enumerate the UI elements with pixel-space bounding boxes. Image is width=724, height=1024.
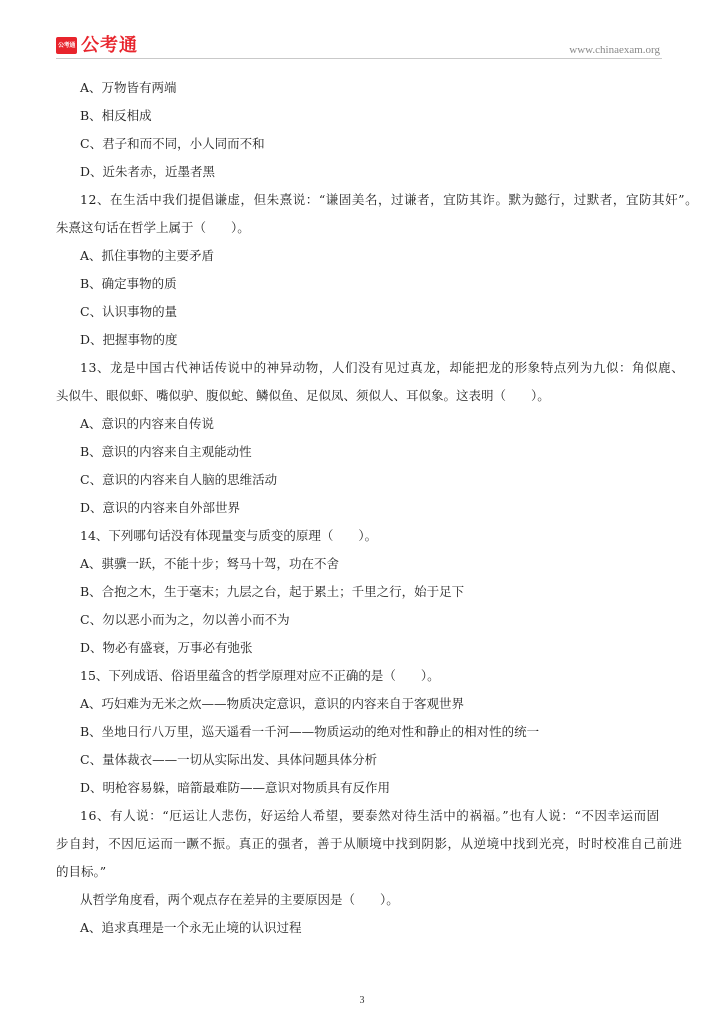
text-line: 朱熹这句话在哲学上属于（ ）。 bbox=[56, 220, 250, 235]
text-line: C、量体裁衣——一切从实际出发、具体问题具体分析 bbox=[80, 752, 378, 767]
text-line: 步自封，不因厄运而一蹶不振。真正的强者，善于从顺境中找到阴影，从逆境中找到光亮，时时校准自己前进 bbox=[56, 836, 683, 851]
text-line: 从哲学角度看，两个观点存在差异的主要原因是（ ）。 bbox=[80, 892, 399, 907]
text-line: B、意识的内容来自主观能动性 bbox=[80, 444, 252, 459]
text-line: D、把握事物的度 bbox=[80, 332, 178, 347]
page-number: 3 bbox=[359, 995, 365, 1006]
text-line: B、相反相成 bbox=[80, 108, 152, 123]
text-line: 头似牛、眼似虾、嘴似驴、腹似蛇、鳞似鱼、足似凤、须似人、耳似象。这表明（ ）。 bbox=[56, 388, 550, 403]
text-line: A、骐骥一跃，不能十步；驽马十驾，功在不舍 bbox=[80, 556, 340, 571]
header-divider bbox=[56, 58, 662, 59]
text-line: 12、在生活中我们提倡谦虚，但朱熹说：“谦固美名，过谦者，宜防其诈。默为懿行，过默者，宜防其奸”。 bbox=[80, 192, 699, 207]
text-line: C、意识的内容来自人脑的思维活动 bbox=[80, 472, 278, 487]
text-line: A、意识的内容来自传说 bbox=[80, 416, 215, 431]
text-line: A、巧妇难为无米之炊——物质决定意识，意识的内容来自于客观世界 bbox=[80, 696, 465, 711]
text-line: D、物必有盛衰，万事必有弛张 bbox=[80, 640, 253, 655]
text-line: B、坐地日行八万里，巡天遥看一千河——物质运动的绝对性和静止的相对性的统一 bbox=[80, 724, 540, 739]
text-line: D、近朱者赤，近墨者黑 bbox=[80, 164, 216, 179]
text-line: A、抓住事物的主要矛盾 bbox=[80, 248, 215, 263]
text-line: 13、龙是中国古代神话传说中的神异动物，人们没有见过真龙，却能把龙的形象特点列为九似：角似鹿、 bbox=[80, 360, 685, 375]
text-line: 16、有人说：“厄运让人悲伤，好运给人希望，要泰然对待生活中的祸福。”也有人说：“不因幸运而固 bbox=[80, 808, 660, 823]
text-line: 的目标。” bbox=[56, 864, 107, 879]
text-line: 14、下列哪句话没有体现量变与质变的原理（ ）。 bbox=[80, 528, 378, 543]
text-line: A、追求真理是一个永无止境的认识过程 bbox=[80, 920, 302, 935]
document-body bbox=[56, 74, 699, 942]
text-line: C、勿以恶小而为之，勿以善小而不为 bbox=[80, 612, 290, 627]
logo-text: 公考通 bbox=[81, 35, 138, 56]
page-header bbox=[56, 34, 662, 60]
text-line: C、君子和而不同，小人同而不和 bbox=[80, 136, 265, 151]
text-line: A、万物皆有两端 bbox=[80, 80, 177, 95]
logo-badge: 公考通 bbox=[56, 37, 77, 54]
text-line: B、确定事物的质 bbox=[80, 276, 177, 291]
site-url[interactable]: www.chinaexam.org bbox=[569, 44, 660, 56]
text-line: C、认识事物的量 bbox=[80, 304, 178, 319]
text-line: B、合抱之木，生于毫末；九层之台，起于累土；千里之行，始于足下 bbox=[80, 584, 465, 599]
text-line: D、明枪容易躲，暗箭最难防——意识对物质具有反作用 bbox=[80, 780, 391, 795]
text-line: 15、下列成语、俗语里蕴含的哲学原理对应不正确的是（ ）。 bbox=[80, 668, 440, 683]
text-line: D、意识的内容来自外部世界 bbox=[80, 500, 241, 515]
